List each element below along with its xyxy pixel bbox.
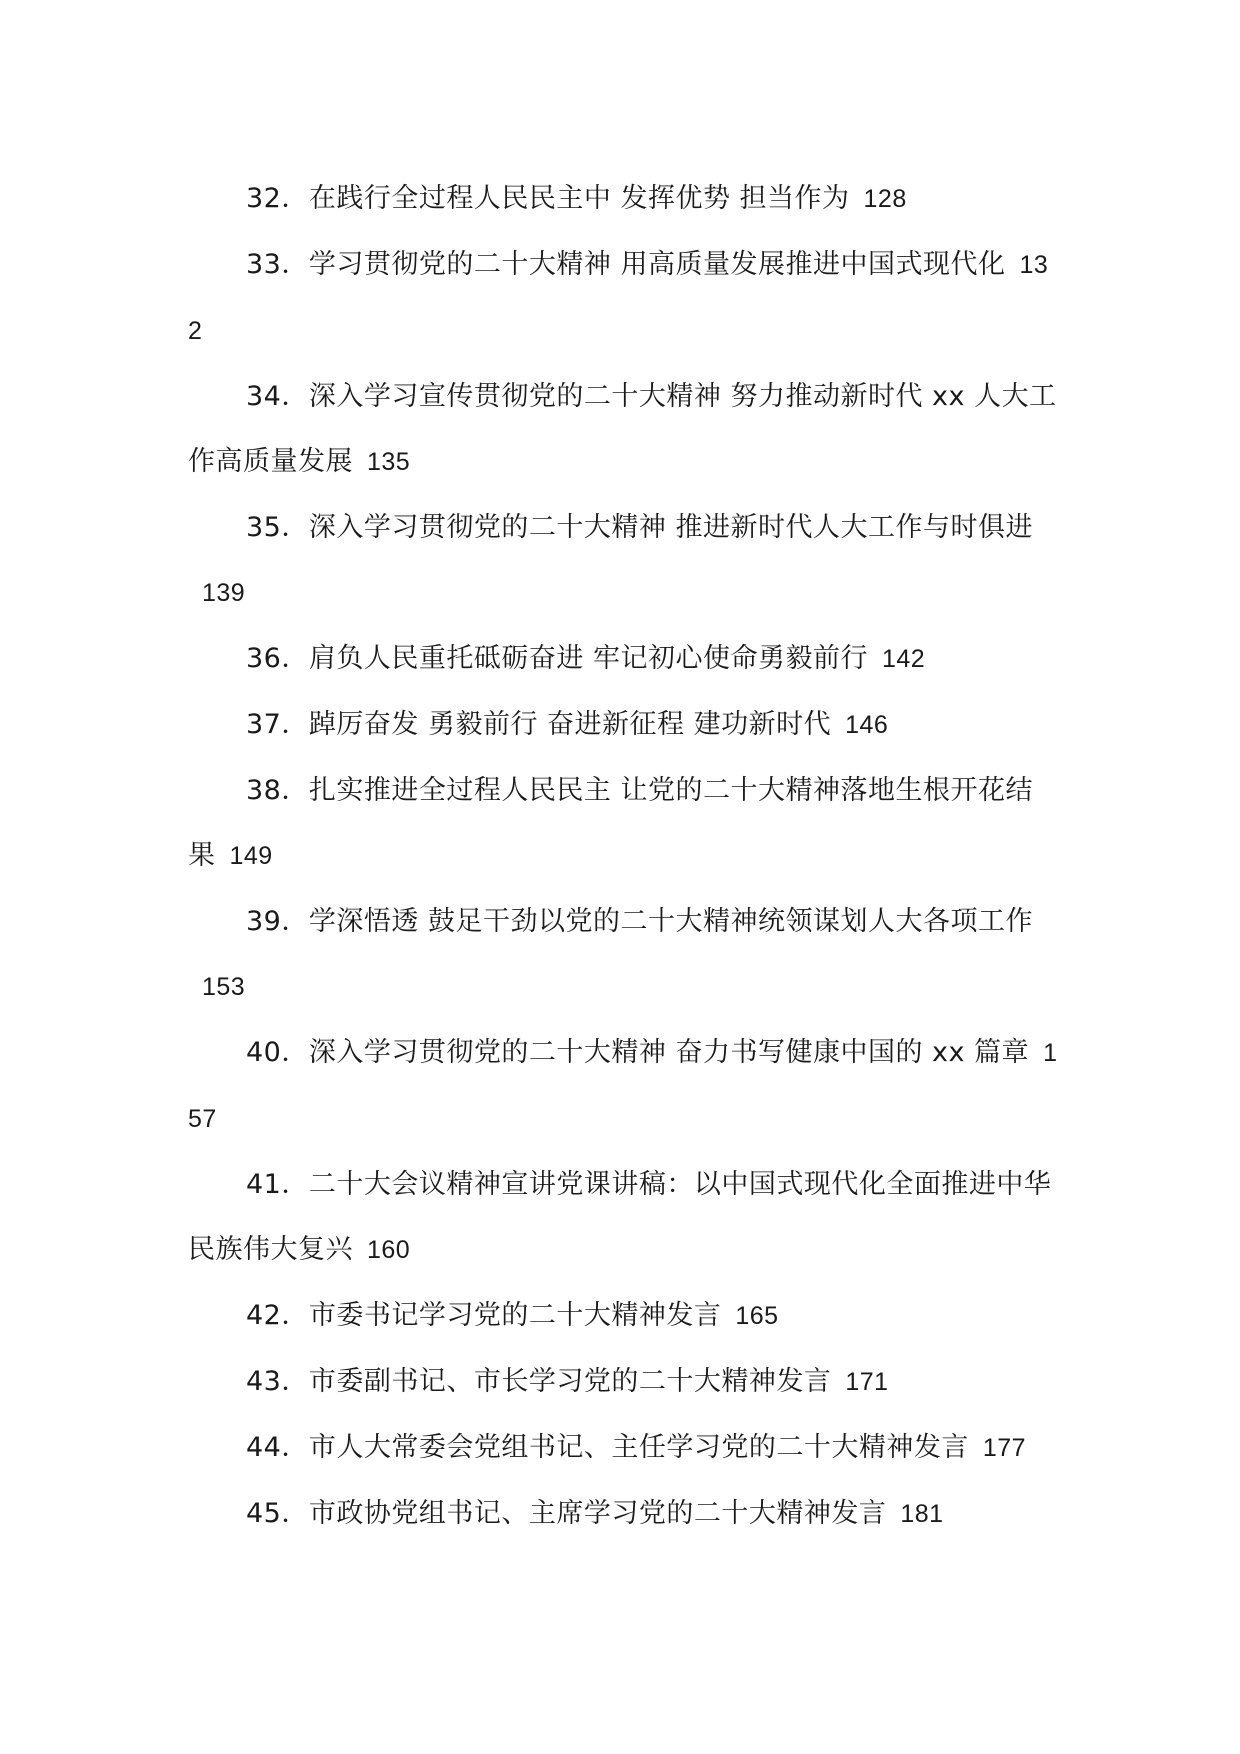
toc-entry-number: 38． (246, 775, 309, 806)
toc-entry-page: 135 (367, 448, 411, 476)
table-of-contents (188, 166, 1058, 1547)
toc-entry-number: 32． (246, 183, 309, 214)
toc-entry (188, 364, 1058, 495)
toc-entry (188, 1481, 1058, 1547)
toc-entry-number: 35． (246, 512, 309, 543)
toc-entry-title: 市委副书记、市长学习党的二十大精神发言 (308, 1366, 832, 1397)
toc-entry-number: 40． (246, 1037, 309, 1068)
toc-entry-number: 43． (246, 1366, 309, 1397)
toc-entry-page: 146 (845, 711, 889, 739)
toc-entry (188, 889, 1058, 1020)
toc-entry-title: 在践行全过程人民民主中 发挥优势 担当作为 (308, 183, 850, 214)
toc-entry-title: 踔厉奋发 勇毅前行 奋进新征程 建功新时代 (308, 709, 832, 740)
toc-entry-title: 扎实推进全过程人民民主 让党的二十大精神落地生根开花结果 (188, 775, 1033, 871)
toc-entry-title: 深入学习宣传贯彻党的二十大精神 努力推动新时代 xx 人大工作高质量发展 (188, 381, 1057, 477)
toc-entry (188, 1020, 1058, 1152)
toc-entry-page: 128 (863, 185, 907, 213)
toc-entry-page: 142 (881, 645, 926, 673)
toc-entry (188, 166, 1058, 232)
toc-entry-title: 深入学习贯彻党的二十大精神 奋力书写健康中国的 xx 篇章 (308, 1037, 1030, 1068)
toc-entry-number: 36． (246, 643, 309, 674)
toc-entry-number: 44． (246, 1432, 309, 1463)
toc-entry-page: 181 (900, 1500, 944, 1528)
toc-entry-page: 153 (202, 973, 246, 1001)
toc-entry-number: 45． (246, 1498, 309, 1529)
toc-entry-title: 学习贯彻党的二十大精神 用高质量发展推进中国式现代化 (308, 249, 1006, 280)
toc-entry-number: 37． (246, 709, 309, 740)
toc-entry (188, 495, 1058, 626)
toc-entry-page: 157 (188, 1039, 1058, 1133)
toc-entry-page: 149 (229, 842, 273, 870)
toc-entry-title: 二十大会议精神宣讲党课讲稿：以中国式现代化全面推进中华民族伟大复兴 (188, 1169, 1052, 1265)
toc-entry (188, 1283, 1058, 1349)
toc-entry (188, 626, 1058, 692)
toc-entry-page: 139 (202, 579, 246, 607)
toc-entry-page: 165 (735, 1302, 779, 1330)
toc-entry-title: 深入学习贯彻党的二十大精神 推进新时代人大工作与时俱进 (308, 512, 1033, 543)
toc-entry (188, 1415, 1058, 1481)
toc-entry-title: 学深悟透 鼓足干劲以党的二十大精神统领谋划人大各项工作 (308, 906, 1033, 937)
toc-entry-page: 177 (982, 1434, 1027, 1462)
toc-entry-number: 42． (246, 1300, 309, 1331)
toc-entry-title: 市委书记学习党的二十大精神发言 (308, 1300, 722, 1331)
toc-entry-title: 市人大常委会党组书记、主任学习党的二十大精神发言 (308, 1432, 969, 1463)
toc-entry (188, 232, 1058, 364)
toc-entry-number: 39． (246, 906, 309, 937)
toc-entry-number: 34． (246, 381, 309, 412)
toc-entry-number: 41． (246, 1169, 309, 1200)
toc-entry (188, 1152, 1058, 1283)
toc-entry-number: 33． (246, 249, 309, 280)
toc-entry-page: 171 (845, 1368, 889, 1396)
toc-entry-title: 肩负人民重托砥砺奋进 牢记初心使命勇毅前行 (308, 643, 868, 674)
toc-entry-title: 市政协党组书记、主席学习党的二十大精神发言 (308, 1498, 887, 1529)
toc-entry-page: 160 (367, 1236, 411, 1264)
toc-entry (188, 692, 1058, 758)
toc-entry-page: 132 (188, 251, 1049, 345)
toc-entry (188, 1349, 1058, 1415)
toc-entry (188, 758, 1058, 889)
